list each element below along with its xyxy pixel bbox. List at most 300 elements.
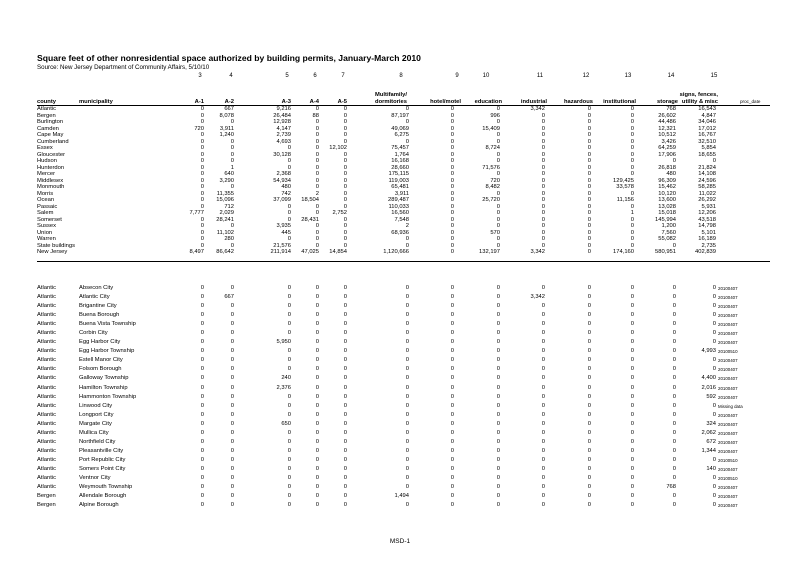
cell-value: 0 <box>315 210 319 216</box>
cell-value: 18,655 <box>698 151 716 158</box>
cell-value: 0 <box>200 190 204 197</box>
cell-value: 0 <box>450 119 454 125</box>
cell-value: 16,767 <box>698 132 716 138</box>
row-proc-date: 20100407 <box>718 448 738 454</box>
row-municipality: Galloway Township <box>79 375 129 382</box>
row-county: Atlantic <box>37 411 57 418</box>
cell-value: 0 <box>587 330 591 337</box>
row-proc-date: 20100407 <box>718 322 738 328</box>
cell-value: 0 <box>450 125 454 132</box>
county-name: Morris <box>37 190 54 197</box>
cell-value: 0 <box>541 190 545 197</box>
cell-value: 0 <box>450 384 454 391</box>
cell-value: 0 <box>315 348 319 355</box>
cell-value: 0 <box>587 177 591 184</box>
cell-value: 0 <box>200 132 204 138</box>
cell-value: 0 <box>672 366 676 373</box>
cell-value: 0 <box>496 348 500 355</box>
cell-value: 15,462 <box>658 184 676 190</box>
cell-value: 0 <box>587 402 591 409</box>
cell-value: 0 <box>200 330 204 337</box>
county-name: Essex <box>37 145 53 151</box>
cell-value: 0 <box>496 190 500 197</box>
cell-value: 0 <box>541 357 545 364</box>
cell-value: 720 <box>490 177 500 184</box>
cell-value: 0 <box>541 456 545 463</box>
cell-value: 0 <box>405 420 409 427</box>
county-name: Sussex <box>37 223 57 229</box>
cell-value: 0 <box>672 447 676 454</box>
cell-value: 28,241 <box>216 216 234 223</box>
cell-value: 0 <box>343 164 347 171</box>
cell-value: 211,914 <box>270 249 291 255</box>
cell-value: 0 <box>496 375 500 382</box>
table-row <box>0 329 800 338</box>
cell-value: 0 <box>315 474 319 481</box>
cell-value: 0 <box>230 357 234 364</box>
cell-value: 0 <box>496 330 500 337</box>
header-signs <box>674 92 718 105</box>
cell-value: 0 <box>672 321 676 328</box>
cell-value: 0 <box>587 145 591 151</box>
cell-value: 0 <box>450 474 454 481</box>
cell-value: 0 <box>587 502 591 509</box>
county-name: Cape May <box>37 132 64 138</box>
cell-value: 0 <box>630 339 634 346</box>
cell-value: 0 <box>287 330 291 337</box>
cell-value: 0 <box>287 447 291 454</box>
cell-value: 0 <box>541 223 545 229</box>
cell-value: 0 <box>672 330 676 337</box>
cell-value: 0 <box>450 366 454 373</box>
table-row <box>0 393 800 402</box>
row-proc-date: 20100407 <box>718 286 738 291</box>
cell-value: 0 <box>587 197 591 203</box>
table-row <box>0 438 800 447</box>
cell-value: 0 <box>672 456 676 463</box>
cell-value: 0 <box>315 184 319 190</box>
header-education: education <box>474 98 502 105</box>
cell-value: 0 <box>496 438 500 445</box>
cell-value: 0 <box>315 125 319 132</box>
cell-value: 14,854 <box>329 249 347 255</box>
cell-value: 0 <box>230 429 234 436</box>
cell-value: 0 <box>672 411 676 418</box>
cell-value: 0 <box>587 210 591 216</box>
header-multifamily <box>368 92 414 105</box>
cell-value: 667 <box>224 294 234 301</box>
cell-value: 8,497 <box>189 249 204 255</box>
cell-value: 0 <box>712 158 716 164</box>
row-county: Atlantic <box>37 357 57 364</box>
cell-value: 0 <box>630 456 634 463</box>
cell-value: 7,560 <box>661 229 676 236</box>
cell-value: 0 <box>587 171 591 177</box>
cell-value: 1,120,666 <box>383 249 409 255</box>
cell-value: 768 <box>666 484 676 491</box>
cell-value: 0 <box>315 119 319 125</box>
cell-value: 0 <box>315 384 319 391</box>
cell-value: 650 <box>281 420 291 427</box>
cell-value: 0 <box>200 411 204 418</box>
cell-value: 0 <box>405 375 409 382</box>
cell-value: 2,376 <box>276 384 291 391</box>
cell-value: 0 <box>541 348 545 355</box>
cell-value: 0 <box>343 312 347 319</box>
cell-value: 3,911 <box>219 125 234 132</box>
cell-value: 0 <box>496 285 500 291</box>
county-name: Ocean <box>37 197 55 203</box>
cell-value: 13,028 <box>658 203 676 210</box>
column-number: 6 <box>313 73 317 79</box>
row-proc-date: 20100407 <box>718 340 738 346</box>
cell-value: 88 <box>312 112 319 119</box>
cell-value: 10,120 <box>658 190 676 197</box>
cell-value: 0 <box>405 484 409 491</box>
row-proc-date: 20100407 <box>718 358 738 364</box>
cell-value: 0 <box>587 493 591 500</box>
cell-value: 0 <box>672 438 676 445</box>
cell-value: 0 <box>541 493 545 500</box>
cell-value: 0 <box>630 203 634 210</box>
row-county: Atlantic <box>37 348 57 355</box>
cell-value: 0 <box>630 375 634 382</box>
cell-value: 0 <box>630 465 634 472</box>
cell-value: 0 <box>587 112 591 119</box>
row-county: Atlantic <box>37 402 57 409</box>
cell-value: 0 <box>315 484 319 491</box>
cell-value: 17,012 <box>698 125 716 132</box>
row-municipality: Hamilton Township <box>79 384 128 391</box>
cell-value: 11,156 <box>616 197 634 203</box>
cell-value: 0 <box>587 132 591 138</box>
cell-value: 0 <box>405 330 409 337</box>
row-proc-date: 20100407 <box>718 304 738 310</box>
cell-value: 0 <box>230 223 234 229</box>
cell-value: 592 <box>706 393 716 400</box>
cell-value: 44,486 <box>658 119 676 125</box>
cell-value: 0 <box>315 321 319 328</box>
cell-value: 0 <box>450 132 454 138</box>
header-a4: A-4 <box>309 98 319 105</box>
cell-value: 0 <box>587 119 591 125</box>
cell-value: 0 <box>587 242 591 249</box>
cell-value: 0 <box>287 484 291 491</box>
cell-value: 0 <box>405 429 409 436</box>
cell-value: 0 <box>315 502 319 509</box>
cell-value: 0 <box>343 420 347 427</box>
cell-value: 5,950 <box>276 339 291 346</box>
cell-value: 712 <box>224 203 234 210</box>
cell-value: 0 <box>287 164 291 171</box>
cell-value: 0 <box>630 393 634 400</box>
cell-value: 0 <box>405 321 409 328</box>
cell-value: 3,290 <box>219 177 234 184</box>
cell-value: 0 <box>200 474 204 481</box>
cell-value: 0 <box>587 164 591 171</box>
cell-value: 0 <box>315 294 319 301</box>
cell-value: 0 <box>200 465 204 472</box>
cell-value: 0 <box>200 177 204 184</box>
row-proc-date: 20100407 <box>718 331 738 337</box>
cell-value: 0 <box>405 106 409 112</box>
cell-value: 0 <box>343 138 347 145</box>
cell-value: 0 <box>587 312 591 319</box>
cell-value: 0 <box>315 145 319 151</box>
cell-value: 0 <box>315 236 319 242</box>
cell-value: 0 <box>200 375 204 382</box>
cell-value: 0 <box>287 312 291 319</box>
cell-value: 0 <box>200 384 204 391</box>
county-name: New Jersey <box>37 249 68 255</box>
cell-value: 0 <box>672 339 676 346</box>
cell-value: 0 <box>630 330 634 337</box>
cell-value: 0 <box>587 366 591 373</box>
cell-value: 0 <box>672 493 676 500</box>
row-county: Atlantic <box>37 420 57 427</box>
cell-value: 0 <box>200 151 204 158</box>
cell-value: 0 <box>287 456 291 463</box>
cell-value: 0 <box>587 384 591 391</box>
cell-value: 0 <box>541 151 545 158</box>
cell-value: 0 <box>450 375 454 382</box>
table-row <box>0 465 800 474</box>
table-row <box>0 311 800 320</box>
cell-value: 0 <box>287 474 291 481</box>
cell-value: 6,275 <box>394 132 409 138</box>
cell-value: 96,309 <box>658 177 676 184</box>
cell-value: 742 <box>281 190 291 197</box>
cell-value: 0 <box>587 229 591 236</box>
cell-value: 33,578 <box>616 184 634 190</box>
cell-value: 0 <box>287 303 291 310</box>
cell-value: 8,078 <box>219 112 234 119</box>
row-municipality: Buena Borough <box>79 312 120 319</box>
cell-value: 0 <box>541 216 545 223</box>
cell-value: 15,096 <box>216 197 234 203</box>
cell-value: 0 <box>315 393 319 400</box>
table-row <box>0 384 800 393</box>
cell-value: 0 <box>405 456 409 463</box>
cell-value: 1,344 <box>701 447 716 454</box>
cell-value: 0 <box>200 216 204 223</box>
cell-value: 47,025 <box>301 249 319 255</box>
cell-value: 0 <box>405 285 409 291</box>
cell-value: 0 <box>200 294 204 301</box>
row-county: Atlantic <box>37 285 57 291</box>
cell-value: 324 <box>706 420 716 427</box>
table-row <box>0 293 800 302</box>
row-county: Atlantic <box>37 393 57 400</box>
cell-value: 0 <box>496 357 500 364</box>
section-rule <box>37 261 770 262</box>
cell-value: 0 <box>450 465 454 472</box>
cell-value: 5,101 <box>701 229 716 236</box>
cell-value: 0 <box>343 465 347 472</box>
cell-value: 0 <box>630 242 634 249</box>
cell-value: 17,906 <box>658 151 676 158</box>
cell-value: 0 <box>450 203 454 210</box>
cell-value: 58,285 <box>698 184 716 190</box>
cell-value: 0 <box>315 420 319 427</box>
row-proc-date: 20100407 <box>718 430 738 436</box>
cell-value: 0 <box>541 229 545 236</box>
cell-value: 0 <box>587 158 591 164</box>
cell-value: 8,724 <box>485 145 500 151</box>
cell-value: 0 <box>541 125 545 132</box>
cell-value: 0 <box>541 366 545 373</box>
cell-value: 0 <box>287 216 291 223</box>
cell-value: 2,062 <box>701 429 716 436</box>
cell-value: 0 <box>630 402 634 409</box>
cell-value: 580,951 <box>655 249 676 255</box>
cell-value: 0 <box>630 125 634 132</box>
cell-value: 0 <box>200 145 204 151</box>
cell-value: 0 <box>630 145 634 151</box>
cell-value: 0 <box>630 411 634 418</box>
cell-value: 0 <box>200 502 204 509</box>
cell-value: 0 <box>630 158 634 164</box>
cell-value: 12,206 <box>698 210 716 216</box>
cell-value: 0 <box>230 312 234 319</box>
cell-value: 0 <box>672 303 676 310</box>
cell-value: 0 <box>230 303 234 310</box>
cell-value: 0 <box>496 493 500 500</box>
cell-value: 0 <box>200 229 204 236</box>
cell-value: 0 <box>630 294 634 301</box>
cell-value: 0 <box>230 285 234 291</box>
cell-value: 0 <box>630 229 634 236</box>
cell-value: 0 <box>587 125 591 132</box>
cell-value: 0 <box>541 321 545 328</box>
county-name: Hunterdon <box>37 164 65 171</box>
header-industrial: industrial <box>520 98 547 105</box>
cell-value: 0 <box>450 321 454 328</box>
row-county: Atlantic <box>37 465 57 472</box>
cell-value: 0 <box>200 339 204 346</box>
cell-value: 0 <box>496 402 500 409</box>
cell-value: 0 <box>541 197 545 203</box>
cell-value: 0 <box>200 164 204 171</box>
cell-value: 0 <box>672 158 676 164</box>
row-proc-date: 20100407 <box>718 494 738 500</box>
cell-value: 0 <box>450 216 454 223</box>
row-proc-date: 20100407 <box>718 466 738 472</box>
cell-value: 0 <box>630 447 634 454</box>
cell-value: 0 <box>630 106 634 112</box>
county-name: Somerset <box>37 216 62 223</box>
cell-value: 24,596 <box>698 177 716 184</box>
cell-value: 0 <box>405 366 409 373</box>
cell-value: 0 <box>496 151 500 158</box>
row-municipality: Somers Point City <box>79 465 126 472</box>
cell-value: 0 <box>496 456 500 463</box>
page-footer: MSD-1 <box>389 538 411 545</box>
row-municipality: Buena Vista Township <box>79 321 136 328</box>
cell-value: 0 <box>630 223 634 229</box>
cell-value: 0 <box>405 119 409 125</box>
cell-value: 21,824 <box>698 164 716 171</box>
cell-value: 0 <box>315 106 319 112</box>
cell-value: 13,600 <box>658 197 676 203</box>
cell-value: 0 <box>712 294 716 301</box>
cell-value: 0 <box>712 339 716 346</box>
cell-value: 0 <box>541 484 545 491</box>
column-number: 7 <box>341 73 345 79</box>
cell-value: 3,342 <box>530 294 545 301</box>
county-summary-table <box>37 106 776 256</box>
cell-value: 0 <box>496 119 500 125</box>
row-proc-date: 20100510 <box>718 349 738 355</box>
cell-value: 0 <box>712 366 716 373</box>
cell-value: 0 <box>200 303 204 310</box>
table-row <box>0 302 800 311</box>
cell-value: 0 <box>450 242 454 249</box>
table-row <box>0 501 800 510</box>
cell-value: 0 <box>587 190 591 197</box>
header-county: county <box>37 98 57 105</box>
cell-value: 0 <box>587 484 591 491</box>
cell-value: 0 <box>200 184 204 190</box>
cell-value: 0 <box>315 285 319 291</box>
row-proc-date: 20100407 <box>718 385 738 391</box>
cell-value: 0 <box>200 447 204 454</box>
cell-value: 0 <box>200 197 204 203</box>
cell-value: 1,240 <box>219 132 234 138</box>
cell-value: 0 <box>405 465 409 472</box>
row-county: Bergen <box>37 493 56 500</box>
cell-value: 0 <box>230 330 234 337</box>
cell-value: 0 <box>450 447 454 454</box>
cell-value: 0 <box>630 164 634 171</box>
cell-value: 0 <box>630 138 634 145</box>
cell-value: 0 <box>630 285 634 291</box>
cell-value: 0 <box>541 474 545 481</box>
cell-value: 0 <box>630 429 634 436</box>
cell-value: 0 <box>496 429 500 436</box>
header-signs-line2: utility & misc <box>681 98 718 105</box>
cell-value: 0 <box>200 357 204 364</box>
cell-value: 0 <box>450 429 454 436</box>
cell-value: 0 <box>287 402 291 409</box>
cell-value: 0 <box>450 197 454 203</box>
county-name: Middlesex <box>37 177 64 184</box>
cell-value: 0 <box>343 112 347 119</box>
cell-value: 0 <box>587 151 591 158</box>
cell-value: 0 <box>712 474 716 481</box>
table-row <box>0 402 800 411</box>
row-county: Atlantic <box>37 303 57 310</box>
cell-value: 132,197 <box>479 249 500 255</box>
cell-value: 0 <box>200 138 204 145</box>
cell-value: 0 <box>405 236 409 242</box>
cell-value: 0 <box>450 303 454 310</box>
cell-value: 0 <box>541 119 545 125</box>
cell-value: 0 <box>287 285 291 291</box>
column-number: 15 <box>710 73 718 79</box>
cell-value: 0 <box>450 164 454 171</box>
cell-value: 0 <box>496 339 500 346</box>
cell-value: 0 <box>343 447 347 454</box>
cell-value: 0 <box>541 145 545 151</box>
cell-value: 0 <box>343 132 347 138</box>
row-county: Atlantic <box>37 429 57 436</box>
cell-value: 65,481 <box>391 184 409 190</box>
cell-value: 2,368 <box>276 171 291 177</box>
cell-value: 0 <box>587 294 591 301</box>
cell-value: 15,018 <box>658 210 676 216</box>
cell-value: 0 <box>200 393 204 400</box>
